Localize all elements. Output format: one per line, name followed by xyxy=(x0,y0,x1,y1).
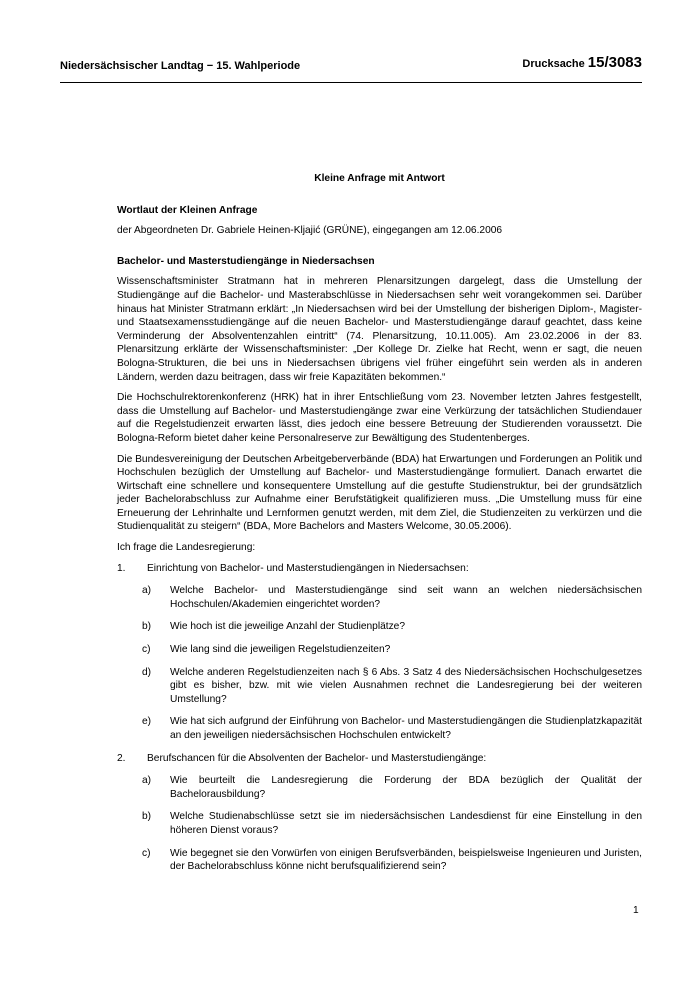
sub-question-text: Welche anderen Regelstudienzeiten nach § 6 Abs. 3 Satz 4 des Niedersächsischen Hochschulgesetzes gibt es bisher, bzw. mit wie vielen Ausnahmen rechnet die Landesregierung bei der weiteren Umstellung? xyxy=(170,666,642,705)
question-number: 2. xyxy=(117,752,126,764)
paragraph-hrk: Die Hochschulrektorenkonferenz (HRK) hat in ihrer Entschließung vom 23. November letzten Jahres festgestellt, dass die Umstellung auf Bachelor- und Masterstudiengänge zwar eine Verkürzung der tatsächlichen Studiendauer auf die Regelstudienzeit erwarten lässt, dies jedoch eine bessere Betreuung der Studierenden voraussetzt. Die Bologna-Reform bietet daher keine Personalreserve zur Bewältigung des Studentenberges. xyxy=(117,392,642,444)
sub-question-2b xyxy=(117,810,642,837)
paragraph-question-intro: Ich frage die Landesregierung: xyxy=(117,542,256,554)
document-title: Kleine Anfrage mit Antwort xyxy=(314,173,445,184)
question-1 xyxy=(117,562,642,576)
sub-question-text: Welche Bachelor- und Masterstudiengänge sind seit wann an welchen niedersächsischen Hochschulen/Akademien eingerichtet worden? xyxy=(170,585,642,610)
header-drucksache xyxy=(522,54,642,72)
sub-question-letter: b) xyxy=(142,621,152,633)
wortlaut-heading: Wortlaut der Kleinen Anfrage xyxy=(117,204,258,216)
topic-heading: Bachelor- und Masterstudiengänge in Niedersachsen xyxy=(117,255,375,267)
sub-question-1c xyxy=(117,643,642,657)
question-text: Einrichtung von Bachelor- und Masterstudiengängen in Niedersachsen: xyxy=(147,562,469,574)
sub-question-1b xyxy=(117,620,642,634)
drucksache-number: 15/3083 xyxy=(587,54,642,71)
sub-question-letter: a) xyxy=(142,585,152,597)
sub-question-letter: c) xyxy=(142,847,151,859)
sub-question-1e xyxy=(117,715,642,742)
sub-question-text: Wie begegnet sie den Vorwürfen von einigen Berufsverbänden, beispielsweise Ingenieuren und Juristen, der Bachelorabschluss könne nicht berufsqualifizierend sein? xyxy=(170,847,642,873)
sub-question-letter: a) xyxy=(142,775,152,787)
sub-question-letter: b) xyxy=(142,811,152,823)
sub-question-text: Wie hoch ist die jeweilige Anzahl der Studienplätze? xyxy=(170,621,406,633)
page-number: 1 xyxy=(633,905,639,916)
question-number: 1. xyxy=(117,562,126,574)
question-2 xyxy=(117,752,642,766)
paragraph-minister-statements: Wissenschaftsminister Stratmann hat in mehreren Plenarsitzungen dargelegt, dass die Umstellung der Studiengänge auf die Bachelor- und Masterabschlüsse in Niedersachsen sehr weit vorangekommen sei. Darüber hinaus hat Minister Stratmann erklärt: „In Niedersachsen wird bei der Umstellung der bisherigen Diplom-, Magister- und Staatsexamensstudiengänge auf die neuen Bachelor- und Masterstudiengänge darauf geachtet, dass keine Verminderung der Absolventenzahlen eintritt“ (74. Plenarsitzung, 10.11.005). Am 23.02.2006 in der 83. Plenarsitzung erklärte der Wissenschaftsminister: „Der Kollege Dr. Zielke hat Recht, wenn er sagt, die neuen Bologna-Strukturen, die bei uns in Niedersachsen übrigens viel früher eingeführt sein werden als in anderen Ländern, werden dazu beitragen, dass wir freie Kapazitäten bekommen.“ xyxy=(117,276,642,383)
sub-question-1a xyxy=(117,584,642,611)
header-parliament-title: Niedersächsischer Landtag − 15. Wahlperiode xyxy=(60,60,301,72)
paragraph-bda: Die Bundesvereinigung der Deutschen Arbeitgeberverbände (BDA) hat Erwartungen und Forderungen an Politik und Hochschulen bezüglich der Umstellung auf Bachelor- und Masterstudiengänge formuliert. Danach erwartet die Wirtschaft eine schnellere und konsequentere Umstellung auf die gestufte Studienstruktur, bei der grundsätzlich jeder Bachelorabschluss zur Aufnahme einer Berufstätigkeit qualifizieren muss. „Die Umstellung muss für eine Erneuerung der Lehrinhalte und Lernformen genutzt werden, mit dem Ziel, die Studienzeiten zu verkürzen und die Studienqualität zu steigern“ (BDA, More Bachelors and Masters Welcome, 30.05.2006). xyxy=(117,453,642,533)
sub-question-letter: e) xyxy=(142,716,152,728)
sub-question-text: Wie beurteilt die Landesregierung die Forderung der BDA bezüglich der Qualität der Bachelorausbildung? xyxy=(170,775,642,800)
wortlaut-intro: der Abgeordneten Dr. Gabriele Heinen-Kljajić (GRÜNE), eingegangen am 12.06.2006 xyxy=(117,225,503,237)
sub-question-letter: c) xyxy=(142,644,151,656)
page-header xyxy=(60,54,642,83)
sub-question-2c xyxy=(117,847,642,874)
sub-question-text: Wie hat sich aufgrund der Einführung von Bachelor- und Masterstudiengängen die Studienplatzkapazität an den jeweiligen niedersächsischen Hochschulen entwickelt? xyxy=(170,716,642,741)
sub-question-text: Wie lang sind die jeweiligen Regelstudienzeiten? xyxy=(170,644,391,656)
sub-question-text: Welche Studienabschlüsse setzt sie im niedersächsischen Landesdienst für eine Einstellung in den höheren Dienst voraus? xyxy=(170,811,642,836)
sub-question-1d xyxy=(117,666,642,707)
drucksache-label: Drucksache xyxy=(522,58,585,70)
question-text: Berufschancen für die Absolventen der Bachelor- und Masterstudiengänge: xyxy=(147,752,487,764)
sub-question-letter: d) xyxy=(142,666,152,678)
sub-question-2a xyxy=(117,774,642,801)
document-body xyxy=(117,172,642,883)
